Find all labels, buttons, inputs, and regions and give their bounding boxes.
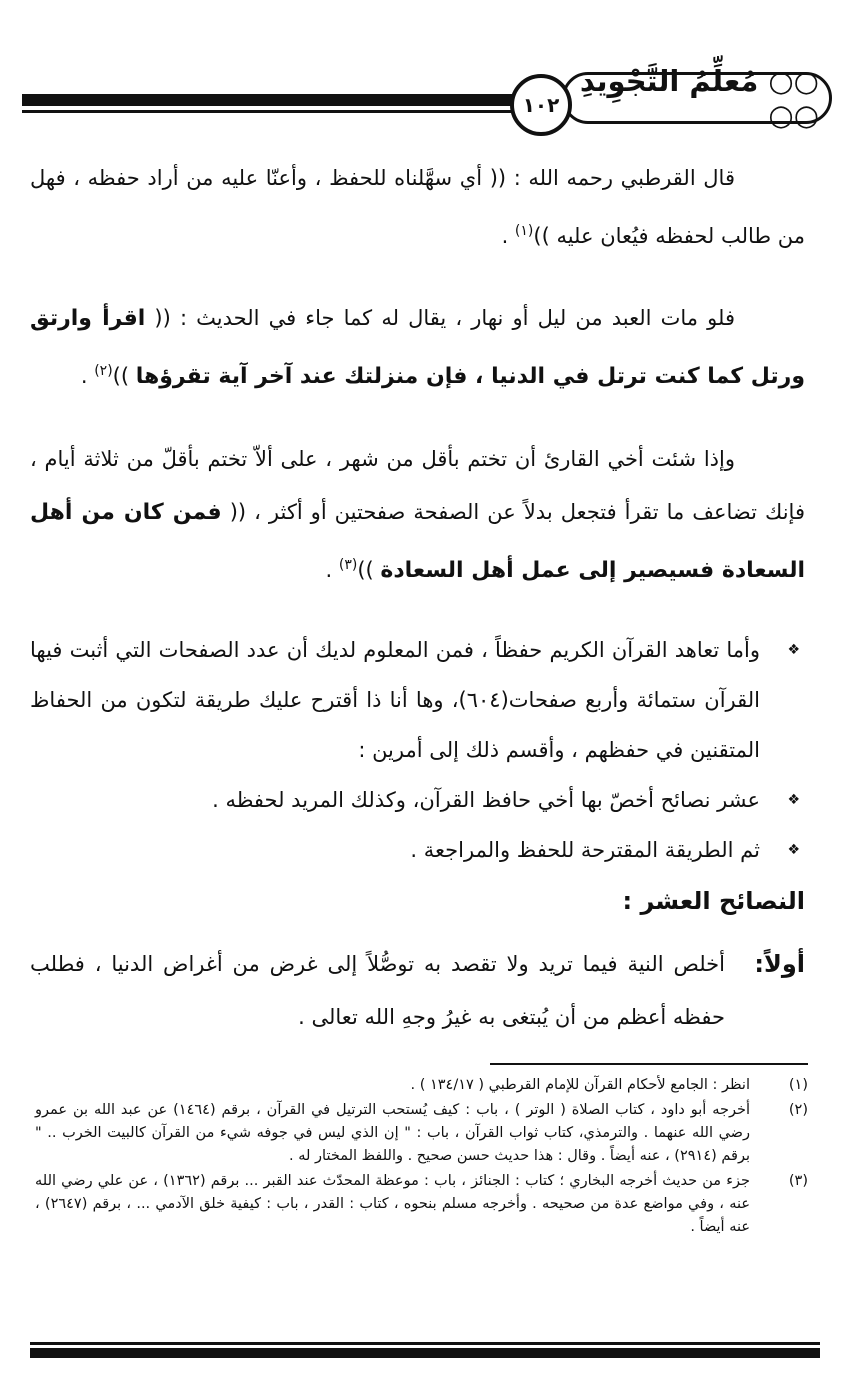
footnote: (٢) أخرجه أبو داود ، كتاب الصلاة ( الوتر ) ، باب : كيف يُستحب الترتيل في القرآن ، برقم (١٤٦٤) عن عبد الله بن عمرو رضي الله عنهما . والترمذي، كتاب ثواب القرآن ، باب : " إن الذي ليس في جوفه شيء من القرآن كالبيت الخرب .. " برقم (٢٩١٤) ، عنه أيضاً . وقال : هذا حديث حسن صحيح . واللفظ المختار له .	[35, 1099, 808, 1168]
bullet-icon: ❖	[787, 642, 800, 658]
list-item: ❖ عشر نصائح أخصّ بها أخي حافظ القرآن، وكذلك المريد لحفظه .	[30, 775, 805, 825]
footnote: (١) انظر : الجامع لأحكام القرآن للإمام القرطبي ( ١٣٤/١٧ ) .	[35, 1074, 808, 1097]
paragraph-qurtubi: قال القرطبي رحمه الله : (( أي سهَّلناه للحفظ ، وأعنّا عليه من أراد حفظه ، فهل من طالب لحفظه فيُعان عليه ))$^{(١)}$ .	[30, 166, 805, 248]
advice-item	[30, 938, 805, 1044]
book-title	[562, 64, 832, 132]
paragraph-khatm: وإذا شئت أخي القارئ أن تختم بأقل من شهر ، على ألاّ تختم بأقلّ من ثلاثة أيام ، فإنك تضاعف ما تقرأ فتجعل بدلاً عن الصفحة صفحتين أو أكثر ، (( فمن كان من أهل السعادة فسيصير إلى عمل أهل السعادة ))$^{(٣)}$ .	[30, 447, 805, 583]
advice-text: أخلص النية فيما تريد ولا تقصد به توصُّلاً إلى غرض من أغراض الدنيا ، فطلب حفظه أعظم من أن يُبتغى به غيرُ وجهِ الله تعالى .	[30, 952, 725, 1029]
book-title-text: ○○ مُعلِّمُ التَّجْوِيدِ ○○	[579, 64, 819, 132]
footnote-number: (١)	[788, 1077, 808, 1093]
hadith-text: فمن كان من أهل السعادة فسيصير إلى عمل أهل السعادة	[30, 500, 805, 583]
page-header	[22, 62, 842, 140]
list-item: ❖ وأما تعاهد القرآن الكريم حفظاً ، فمن المعلوم لديك أن عدد الصفحات التي أثبت فيها القرآن ستمائة وأربع صفحات(٦٠٤)، وها أنا ذا أقترح عليك طريقة لتكون من الحفاظ المتقنين في حفظهم ، وأقسم ذلك إلى أمرين :	[30, 625, 805, 775]
footnote-ref[interactable]: (٢)	[94, 363, 113, 379]
header-rule	[22, 94, 532, 106]
list-item: ❖ ثم الطريقة المقترحة للحفظ والمراجعة .	[30, 825, 805, 875]
bullet-icon: ❖	[787, 792, 800, 808]
bullet-list	[30, 625, 805, 875]
advice-label: أولاً:	[754, 950, 805, 978]
page-number-text: ١٠٢	[522, 93, 560, 117]
footnote-ref[interactable]: (١)	[514, 223, 534, 239]
footnotes	[35, 1074, 808, 1241]
footnote-ref[interactable]: (٣)	[338, 557, 358, 573]
paragraph-hadith-recite: فلو مات العبد من ليل أو نهار ، يقال له كما جاء في الحديث : (( اقرأ وارتق ورتل كما كنت ترتل في الدنيا ، فإن منزلتك عند آخر آية تقرؤها ))$^{(٢)}$ .	[30, 306, 805, 389]
footer-rule	[30, 1348, 820, 1358]
footnote-number: (٣)	[788, 1173, 808, 1189]
page-number	[510, 74, 572, 136]
footer-rule-thin	[30, 1342, 820, 1345]
header-rule-thin	[22, 110, 532, 113]
footnote-divider	[490, 1063, 808, 1065]
footnote-number: (٢)	[788, 1102, 808, 1118]
section-heading: النصائح العشر :	[622, 887, 805, 915]
footnote: (٣) جزء من حديث أخرجه البخاري ؛ كتاب : الجنائز ، باب : موعظة المحدّث عند القبر ... برقم (١٣٦٢) ، عن علي رضي الله عنه ، وفي مواضع عدة من صحيحه . وأخرجه مسلم بنحوه ، كتاب : القدر ، باب : كيفية خلق الآدمي ... ، برقم (٢٦٤٧) ، عنه أيضاً .	[35, 1170, 808, 1239]
hadith-text: اقرأ وارتق ورتل كما كنت ترتل في الدنيا ، فإن منزلتك عند آخر آية تقرؤها	[30, 306, 805, 389]
bullet-icon: ❖	[787, 842, 800, 858]
